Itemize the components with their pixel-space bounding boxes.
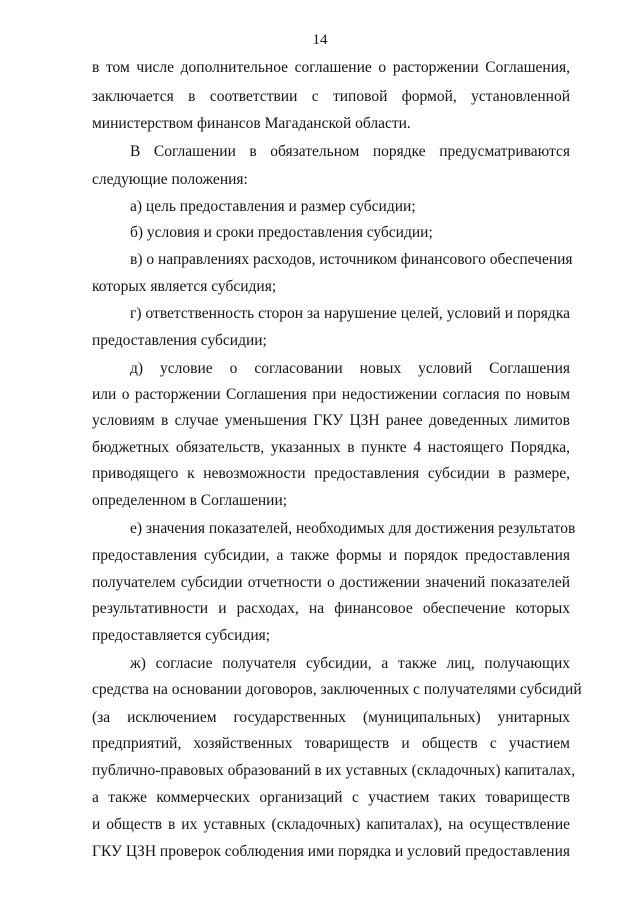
text-line: бюджетных обязательств, указанных в пункте 4 настоящего Порядка, bbox=[92, 439, 570, 456]
text-line: ГКУ ЦЗН проверок соблюдения ими порядка и условий предоставления bbox=[92, 843, 570, 860]
text-line: следующие положения: bbox=[92, 171, 248, 188]
text-line: г) ответственность сторон за нарушение целей, условий и порядка bbox=[130, 305, 570, 322]
text-line: публично-правовых образований в их уставных (складочных) капиталах, bbox=[92, 762, 576, 779]
text-line: б) условия и сроки предоставления субсидии; bbox=[130, 224, 433, 241]
text-line: предприятий, хозяйственных товариществ и обществ с участием bbox=[92, 735, 570, 752]
text-line: министерством финансов Магаданской области. bbox=[92, 115, 411, 132]
text-line: е) значения показателей, необходимых для достижения результатов bbox=[130, 520, 576, 537]
text-line: а) цель предоставления и размер субсидии; bbox=[130, 198, 416, 215]
text-line: д) условие о согласовании новых условий Соглашения bbox=[130, 360, 570, 377]
text-line: условиям в случае уменьшения ГКУ ЦЗН ранее доведенных лимитов bbox=[92, 412, 570, 429]
text-line: предоставления субсидии, а также формы и порядок предоставления bbox=[92, 547, 570, 564]
text-line: предоставляется субсидия; bbox=[92, 627, 271, 644]
text-line: в) о направлениях расходов, источником финансового обеспечения bbox=[130, 251, 573, 268]
text-line: предоставления субсидии; bbox=[92, 332, 267, 349]
text-line: результативности и расходах, на финансовое обеспечение которых bbox=[92, 600, 570, 617]
text-line: и обществ в их уставных (складочных) капиталах), на осуществление bbox=[92, 816, 570, 833]
text-line: в том числе дополнительное соглашение о расторжении Соглашения, bbox=[92, 59, 570, 76]
text-line: В Соглашении в обязательном порядке предусматриваются bbox=[130, 143, 570, 160]
text-line: средства на основании договоров, заключенных с получателями субсидий bbox=[92, 681, 582, 698]
page-number: 14 bbox=[312, 32, 328, 48]
text-line: ж) согласие получателя субсидии, а также лиц, получающих bbox=[130, 655, 570, 672]
text-line: заключается в соответствии с типовой формой, установленной bbox=[92, 88, 570, 105]
text-line: которых является субсидия; bbox=[92, 278, 277, 295]
text-line: получателем субсидии отчетности о достижении значений показателей bbox=[92, 574, 570, 591]
text-line: определенном в Соглашении; bbox=[92, 492, 288, 509]
text-line: (за исключением государственных (муниципальных) унитарных bbox=[92, 709, 570, 726]
text-line: а также коммерческих организаций с участием таких товариществ bbox=[92, 789, 570, 806]
text-line: приводящего к невозможности предоставления субсидии в размере, bbox=[92, 465, 570, 482]
text-line: или о расторжении Соглашения при недостижении согласия по новым bbox=[92, 386, 570, 403]
